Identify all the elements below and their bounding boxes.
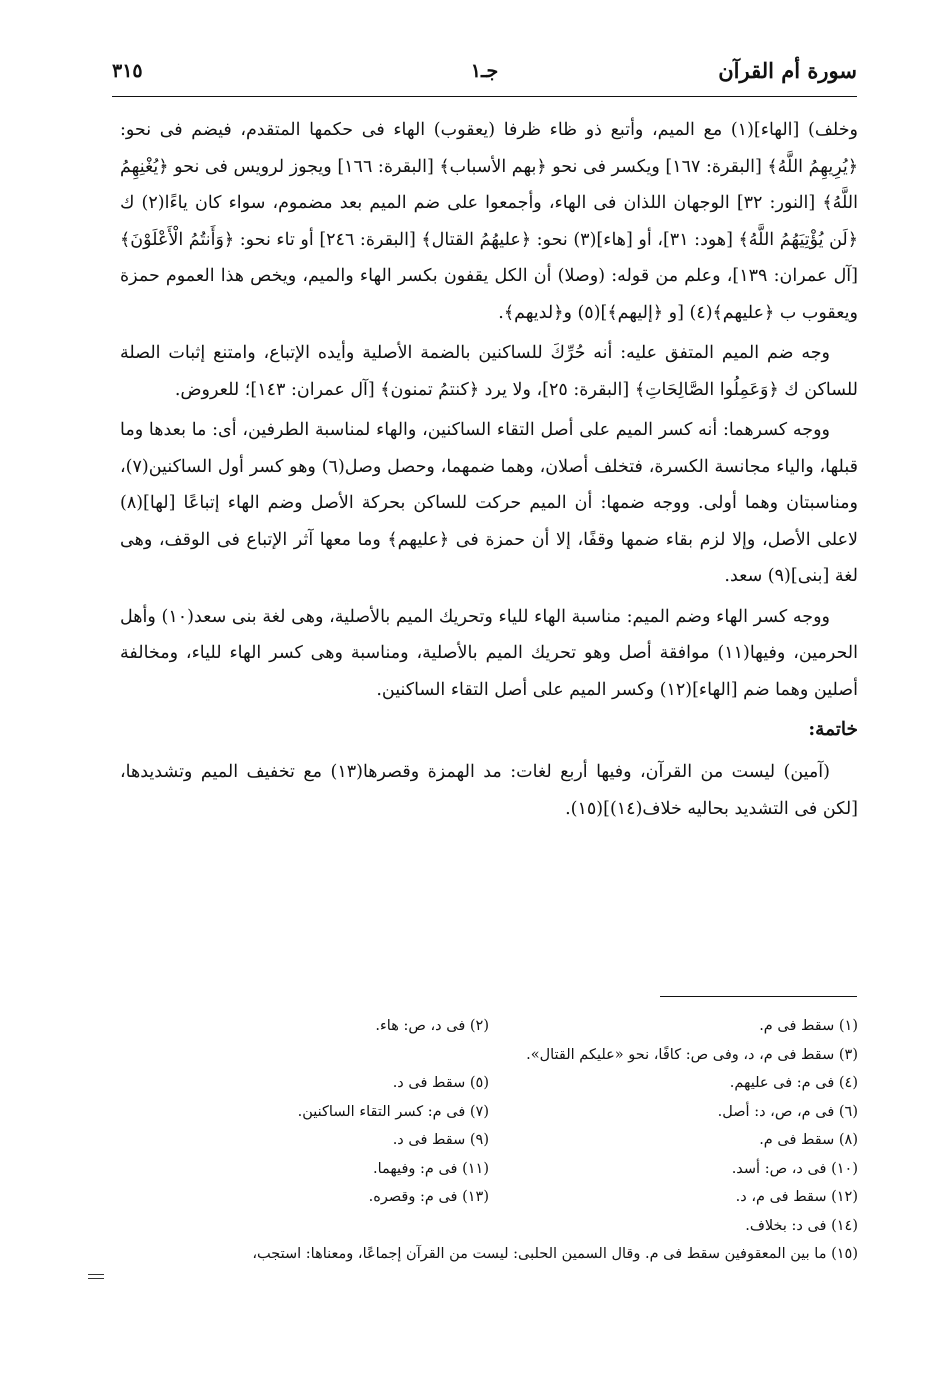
footnote-row <box>120 1098 858 1127</box>
paragraph: ووجه كسر الهاء وضم الميم: مناسبة الهاء للياء وتحريك الميم بالأصلية، وهى لغة بنى سعد(١٠) وأهل الحرمين، وفيها(١١) موافقة أصل وهو تحريك الميم بالأصلية، ومناسبة وهى كسر الهاء للياء، ومخالفة أصلين وهما ضم [الهاء](١٢) وكسر الميم على أصل التقاء الساكنين. <box>120 606 858 700</box>
surah-title: سورة أم القرآن <box>718 58 857 83</box>
footnote: (١٥) ما بين المعقوفين سقط فى م. وقال السمين الحلبى: ليست من القرآن إجماعًا، ومعناها: استجب، <box>252 1246 858 1262</box>
footnote: (١) سقط فى م. <box>759 1018 858 1034</box>
footnote-row <box>120 1155 858 1184</box>
footnote: (١٣) فى م: وقصره. <box>368 1189 489 1205</box>
footnote: (٢) فى د، ص: هاء. <box>375 1018 489 1034</box>
paragraph: ووجه كسرهما: أنه كسر الميم على أصل التقاء الساكنين، والهاء لمناسبة الطرفين، أى: ما بعدها وما قبلها، والياء مجانسة الكسرة، فتخلف أصلان، وهما ضمهما، وحصل وصل(٦) وهو كسر أول الساكنين(٧)، ومناسبتان وهما أولى. ووجه ضمها: أن الميم حركت للساكن بحركة الأصل وضم الهاء إتباعًا [لها](٨) لاعلى الأصل، وإلا لزم بقاء ضمها وقفًا، إلا أن حمزة فى ﴿عليهم﴾ وما معها آثر الإتباع فى الوقف، وهى لغة [بنى](٩) سعد. <box>120 420 858 586</box>
footnotes <box>120 1012 858 1269</box>
section-heading: خاتمة: <box>808 719 858 740</box>
footnote-divider <box>660 996 857 997</box>
footnote: (٩) سقط فى د. <box>392 1132 489 1148</box>
part-number: جـ١ <box>470 60 499 82</box>
footnote: (١١) فى م: وفيهما. <box>372 1160 489 1177</box>
footnote-row <box>120 1069 858 1098</box>
continuation-mark-icon <box>88 1274 104 1280</box>
footnote: (٣) سقط فى م، د، وفى ص: كافًا، نحو «عليكم القتال». <box>526 1046 858 1063</box>
footnote-row <box>120 1012 858 1041</box>
page-header <box>112 58 857 94</box>
footnote-row <box>120 1126 858 1155</box>
header-divider <box>112 96 857 97</box>
footnote: (٨) سقط فى م. <box>759 1132 858 1148</box>
footnote: (٤) فى م: فى عليهم. <box>729 1075 858 1091</box>
footnote: (٧) فى م: كسر التقاء الساكنين. <box>297 1103 489 1120</box>
footnote-row <box>120 1212 858 1241</box>
footnote: (٥) سقط فى د. <box>392 1075 489 1091</box>
footnote: (٦) فى م، ص، د: أصل. <box>717 1103 858 1120</box>
paragraph: وخلف) [الهاء](١) مع الميم، وأتبع ذو ظاء ظرفا (يعقوب) الهاء فى حكمها المتقدم، فيضم فى نحو: ﴿يُرِيهِمُ اللَّهُ﴾ [البقرة: ١٦٧] ويكسر فى نحو ﴿بهم الأسباب﴾ [البقرة: ١٦٦] ويجوز لرويس فى نحو ﴿يُغْنِهِمُ اللَّهُ﴾ [النور: ٣٢] الوجهان اللذان فى الهاء، وأجمعوا على ضم الميم بعد مضموم، سواء كان ياءًا(٢) ك ﴿لَن يُؤْتِيَهُمُ اللَّهُ﴾ [هود: ٣١]، أو [هاء](٣) نحو: ﴿عليهُمُ القتال﴾ [البقرة: ٢٤٦] أو تاء نحو: ﴿وَأَنتُمُ الْأَعْلَوْنَ﴾ [آل عمران: ١٣٩]، وعلم من قوله: (وصلا) أن الكل يقفون بكسر الهاء والميم، ويخص هذا العموم حمزة ويعقوب ب ﴿عليهم﴾(٤) [و ﴿إليهم﴾](٥) و﴿لديهم﴾. <box>120 120 859 323</box>
paragraph: (آمين) ليست من القرآن، وفيها أربع لغات: مد الهمزة وقصرها(١٣) مع تخفيف الميم وتشديدها، [لكن فى التشديد بحاليه خلاف(١٤)](١٥). <box>120 762 858 819</box>
page-number: ٣١٥ <box>112 60 143 82</box>
footnote-row <box>120 1183 858 1212</box>
footnote-row <box>120 1041 858 1070</box>
footnote: (١٤) فى د: بخلاف. <box>745 1217 858 1234</box>
paragraph: وجه ضم الميم المتفق عليه: أنه حُرِّكَ للساكنين بالضمة الأصلية وأيده الإتباع، وامتنع إثبات الصلة للساكن ك ﴿وَعَمِلُوا الصَّالِحَاتِ﴾ [البقرة: ٢٥]، ولا يرد ﴿كنتمُ تمنون﴾ [آل عمران: ١٤٣]؛ للعروض. <box>120 343 858 400</box>
footnote-row <box>120 1240 858 1269</box>
main-text <box>120 112 858 831</box>
footnote: (١٢) سقط فى م، د. <box>735 1189 858 1205</box>
footnote: (١٠) فى د، ص: أسد. <box>731 1160 858 1177</box>
